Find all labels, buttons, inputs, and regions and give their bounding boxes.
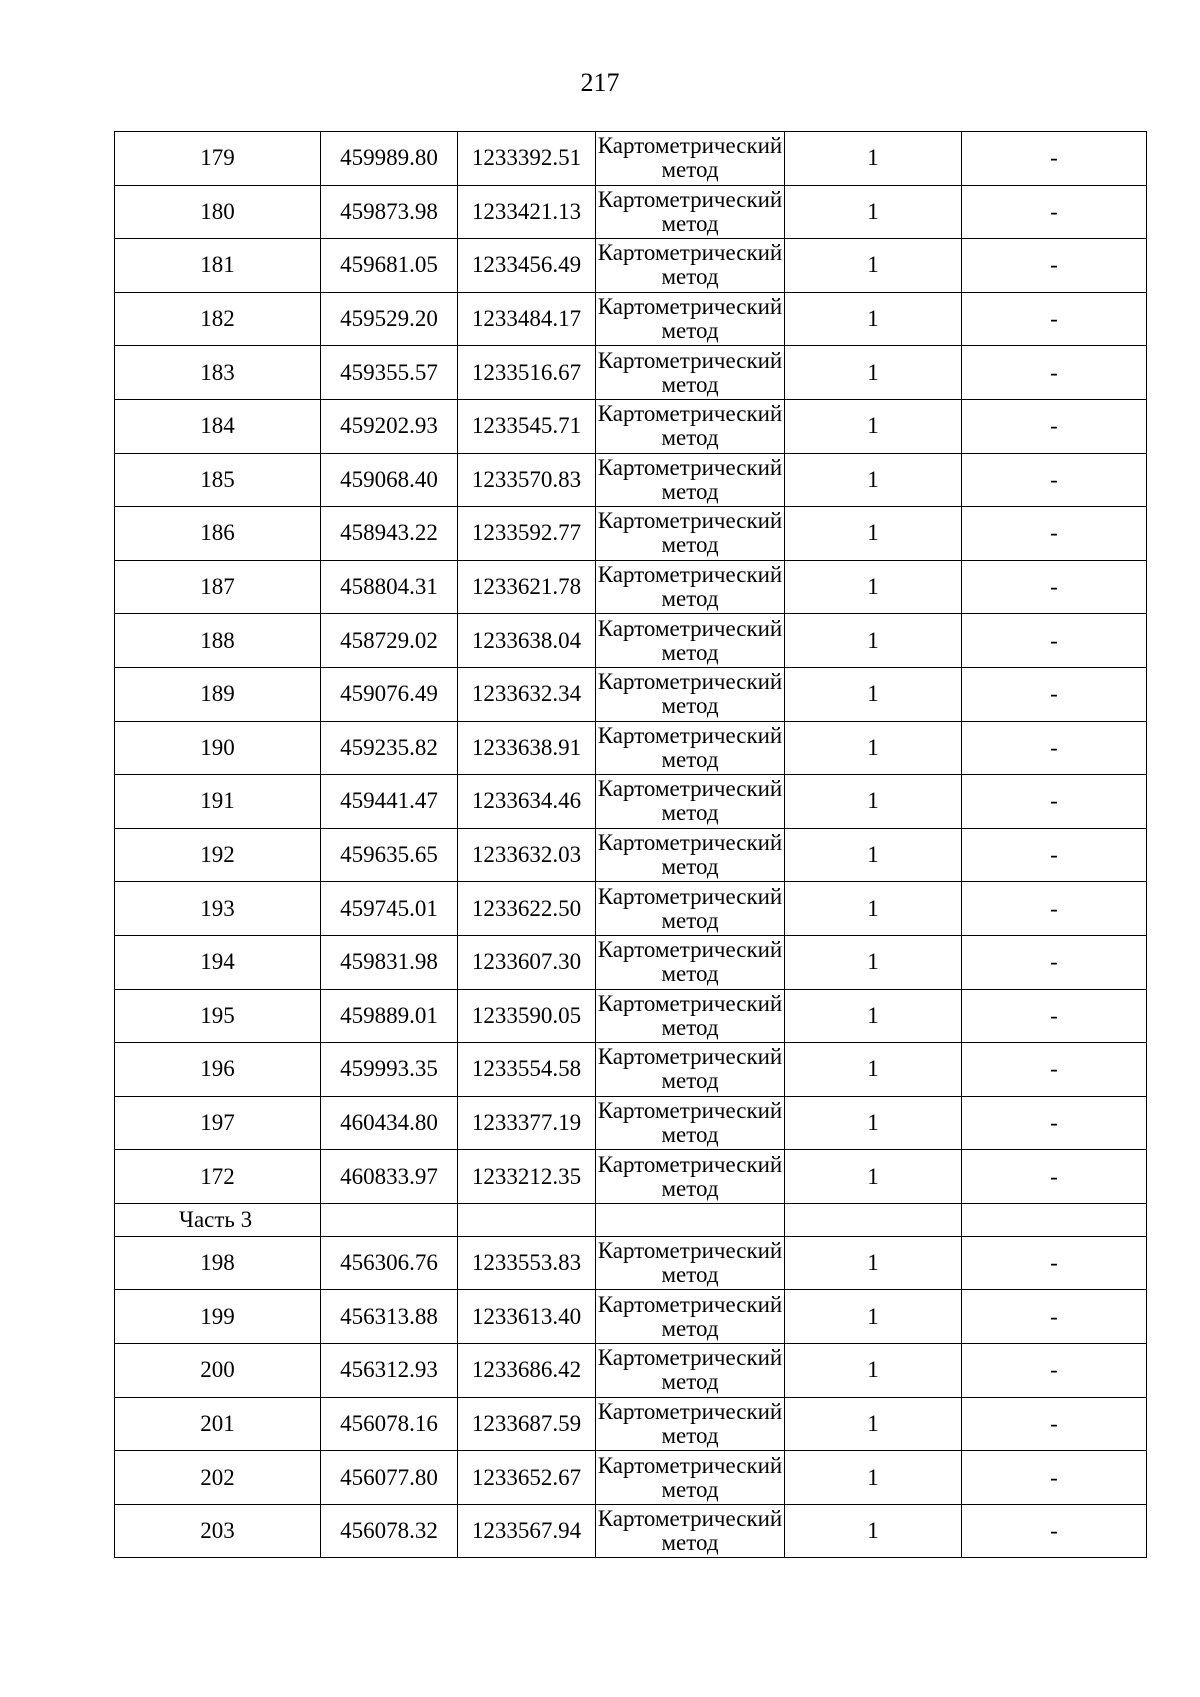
point-number-cell: 199 (115, 1290, 321, 1344)
point-number-cell: 197 (115, 1096, 321, 1150)
accuracy-cell: 1 (785, 989, 962, 1043)
y-coordinate-cell: 1233634.46 (458, 775, 596, 829)
accuracy-cell: 1 (785, 560, 962, 614)
accuracy-cell: 1 (785, 185, 962, 239)
table-cell-empty (962, 1203, 1147, 1236)
method-cell: Картометрический метод (596, 882, 785, 936)
table-row (115, 239, 1147, 293)
accuracy-cell: 1 (785, 399, 962, 453)
accuracy-cell: 1 (785, 1290, 962, 1344)
section-label: Часть 3 (115, 1203, 321, 1236)
x-coordinate-cell: 459235.82 (321, 721, 458, 775)
table-row (115, 292, 1147, 346)
table-row (115, 935, 1147, 989)
x-coordinate-cell: 459635.65 (321, 828, 458, 882)
x-coordinate-cell: 456078.16 (321, 1397, 458, 1451)
accuracy-cell: 1 (785, 614, 962, 668)
x-coordinate-cell: 460434.80 (321, 1096, 458, 1150)
point-number-cell: 189 (115, 667, 321, 721)
method-cell: Картометрический метод (596, 453, 785, 507)
table-row (115, 132, 1147, 186)
method-cell: Картометрический метод (596, 1344, 785, 1398)
method-cell: Картометрический метод (596, 346, 785, 400)
note-cell: - (962, 935, 1147, 989)
y-coordinate-cell: 1233456.49 (458, 239, 596, 293)
point-number-cell: 193 (115, 882, 321, 936)
method-cell: Картометрический метод (596, 185, 785, 239)
table-body-part-a (115, 132, 1147, 1204)
table-row (115, 453, 1147, 507)
method-cell: Картометрический метод (596, 1290, 785, 1344)
coordinates-table (114, 131, 1147, 1558)
method-cell: Картометрический метод (596, 989, 785, 1043)
method-cell: Картометрический метод (596, 1504, 785, 1558)
method-cell: Картометрический метод (596, 399, 785, 453)
y-coordinate-cell: 1233638.04 (458, 614, 596, 668)
accuracy-cell: 1 (785, 1397, 962, 1451)
table-row (115, 989, 1147, 1043)
y-coordinate-cell: 1233638.91 (458, 721, 596, 775)
x-coordinate-cell: 460833.97 (321, 1150, 458, 1204)
accuracy-cell: 1 (785, 667, 962, 721)
accuracy-cell: 1 (785, 1150, 962, 1204)
accuracy-cell: 1 (785, 239, 962, 293)
method-cell: Картометрический метод (596, 1043, 785, 1097)
note-cell: - (962, 828, 1147, 882)
y-coordinate-cell: 1233632.34 (458, 667, 596, 721)
y-coordinate-cell: 1233212.35 (458, 1150, 596, 1204)
method-cell: Картометрический метод (596, 614, 785, 668)
note-cell: - (962, 614, 1147, 668)
x-coordinate-cell: 456078.32 (321, 1504, 458, 1558)
point-number-cell: 185 (115, 453, 321, 507)
y-coordinate-cell: 1233421.13 (458, 185, 596, 239)
x-coordinate-cell: 459355.57 (321, 346, 458, 400)
table-row (115, 614, 1147, 668)
y-coordinate-cell: 1233567.94 (458, 1504, 596, 1558)
point-number-cell: 188 (115, 614, 321, 668)
y-coordinate-cell: 1233687.59 (458, 1397, 596, 1451)
table-row (115, 1236, 1147, 1290)
x-coordinate-cell: 459068.40 (321, 453, 458, 507)
point-number-cell: 180 (115, 185, 321, 239)
note-cell: - (962, 346, 1147, 400)
y-coordinate-cell: 1233377.19 (458, 1096, 596, 1150)
table-row (115, 1150, 1147, 1204)
method-cell: Картометрический метод (596, 292, 785, 346)
point-number-cell: 186 (115, 507, 321, 561)
note-cell: - (962, 453, 1147, 507)
note-cell: - (962, 1397, 1147, 1451)
method-cell: Картометрический метод (596, 667, 785, 721)
x-coordinate-cell: 459889.01 (321, 989, 458, 1043)
note-cell: - (962, 507, 1147, 561)
point-number-cell: 181 (115, 239, 321, 293)
y-coordinate-cell: 1233590.05 (458, 989, 596, 1043)
table-row (115, 828, 1147, 882)
note-cell: - (962, 1043, 1147, 1097)
accuracy-cell: 1 (785, 775, 962, 829)
accuracy-cell: 1 (785, 346, 962, 400)
point-number-cell: 201 (115, 1397, 321, 1451)
y-coordinate-cell: 1233392.51 (458, 132, 596, 186)
note-cell: - (962, 1096, 1147, 1150)
accuracy-cell: 1 (785, 1043, 962, 1097)
point-number-cell: 202 (115, 1451, 321, 1505)
accuracy-cell: 1 (785, 1451, 962, 1505)
table-row (115, 507, 1147, 561)
table-row (115, 185, 1147, 239)
y-coordinate-cell: 1233607.30 (458, 935, 596, 989)
method-cell: Картометрический метод (596, 935, 785, 989)
x-coordinate-cell: 459529.20 (321, 292, 458, 346)
y-coordinate-cell: 1233613.40 (458, 1290, 596, 1344)
table-row (115, 775, 1147, 829)
note-cell: - (962, 1451, 1147, 1505)
note-cell: - (962, 775, 1147, 829)
table-row (115, 1096, 1147, 1150)
note-cell: - (962, 1344, 1147, 1398)
table-row (115, 667, 1147, 721)
x-coordinate-cell: 456312.93 (321, 1344, 458, 1398)
table-cell-empty (458, 1203, 596, 1236)
method-cell: Картометрический метод (596, 1096, 785, 1150)
point-number-cell: 194 (115, 935, 321, 989)
y-coordinate-cell: 1233621.78 (458, 560, 596, 614)
point-number-cell: 195 (115, 989, 321, 1043)
accuracy-cell: 1 (785, 1504, 962, 1558)
method-cell: Картометрический метод (596, 1236, 785, 1290)
table-row (115, 560, 1147, 614)
x-coordinate-cell: 459441.47 (321, 775, 458, 829)
x-coordinate-cell: 459745.01 (321, 882, 458, 936)
accuracy-cell: 1 (785, 828, 962, 882)
method-cell: Картометрический метод (596, 507, 785, 561)
y-coordinate-cell: 1233622.50 (458, 882, 596, 936)
note-cell: - (962, 1504, 1147, 1558)
point-number-cell: 190 (115, 721, 321, 775)
table-row (115, 1290, 1147, 1344)
note-cell: - (962, 132, 1147, 186)
table-cell-empty (785, 1203, 962, 1236)
page-number: 217 (580, 68, 620, 97)
x-coordinate-cell: 459993.35 (321, 1043, 458, 1097)
accuracy-cell: 1 (785, 935, 962, 989)
table-row (115, 399, 1147, 453)
method-cell: Картометрический метод (596, 132, 785, 186)
table-section-part-3 (115, 1203, 1147, 1236)
x-coordinate-cell: 459202.93 (321, 399, 458, 453)
y-coordinate-cell: 1233516.67 (458, 346, 596, 400)
point-number-cell: 179 (115, 132, 321, 186)
accuracy-cell: 1 (785, 882, 962, 936)
x-coordinate-cell: 459873.98 (321, 185, 458, 239)
point-number-cell: 172 (115, 1150, 321, 1204)
table-cell-empty (321, 1203, 458, 1236)
note-cell: - (962, 667, 1147, 721)
accuracy-cell: 1 (785, 132, 962, 186)
point-number-cell: 192 (115, 828, 321, 882)
accuracy-cell: 1 (785, 721, 962, 775)
method-cell: Картометрический метод (596, 239, 785, 293)
note-cell: - (962, 989, 1147, 1043)
x-coordinate-cell: 458729.02 (321, 614, 458, 668)
point-number-cell: 203 (115, 1504, 321, 1558)
method-cell: Картометрический метод (596, 560, 785, 614)
method-cell: Картометрический метод (596, 1451, 785, 1505)
table-row (115, 1451, 1147, 1505)
x-coordinate-cell: 458804.31 (321, 560, 458, 614)
method-cell: Картометрический метод (596, 828, 785, 882)
y-coordinate-cell: 1233554.58 (458, 1043, 596, 1097)
note-cell: - (962, 882, 1147, 936)
method-cell: Картометрический метод (596, 1150, 785, 1204)
point-number-cell: 187 (115, 560, 321, 614)
point-number-cell: 182 (115, 292, 321, 346)
y-coordinate-cell: 1233570.83 (458, 453, 596, 507)
point-number-cell: 184 (115, 399, 321, 453)
method-cell: Картометрический метод (596, 1397, 785, 1451)
x-coordinate-cell: 459681.05 (321, 239, 458, 293)
method-cell: Картометрический метод (596, 721, 785, 775)
section-row (115, 1203, 1147, 1236)
y-coordinate-cell: 1233652.67 (458, 1451, 596, 1505)
table-body-part-b (115, 1236, 1147, 1558)
table-row (115, 1344, 1147, 1398)
note-cell: - (962, 1150, 1147, 1204)
point-number-cell: 198 (115, 1236, 321, 1290)
x-coordinate-cell: 456313.88 (321, 1290, 458, 1344)
x-coordinate-cell: 459989.80 (321, 132, 458, 186)
table-row (115, 721, 1147, 775)
accuracy-cell: 1 (785, 453, 962, 507)
y-coordinate-cell: 1233484.17 (458, 292, 596, 346)
note-cell: - (962, 292, 1147, 346)
note-cell: - (962, 185, 1147, 239)
y-coordinate-cell: 1233592.77 (458, 507, 596, 561)
x-coordinate-cell: 456077.80 (321, 1451, 458, 1505)
x-coordinate-cell: 456306.76 (321, 1236, 458, 1290)
y-coordinate-cell: 1233545.71 (458, 399, 596, 453)
method-cell: Картометрический метод (596, 775, 785, 829)
accuracy-cell: 1 (785, 507, 962, 561)
note-cell: - (962, 1236, 1147, 1290)
accuracy-cell: 1 (785, 1096, 962, 1150)
accuracy-cell: 1 (785, 292, 962, 346)
table-row (115, 1043, 1147, 1097)
table-row (115, 1397, 1147, 1451)
table-cell-empty (596, 1203, 785, 1236)
y-coordinate-cell: 1233632.03 (458, 828, 596, 882)
note-cell: - (962, 560, 1147, 614)
x-coordinate-cell: 458943.22 (321, 507, 458, 561)
note-cell: - (962, 399, 1147, 453)
point-number-cell: 183 (115, 346, 321, 400)
y-coordinate-cell: 1233686.42 (458, 1344, 596, 1398)
table-row (115, 882, 1147, 936)
accuracy-cell: 1 (785, 1344, 962, 1398)
y-coordinate-cell: 1233553.83 (458, 1236, 596, 1290)
point-number-cell: 196 (115, 1043, 321, 1097)
accuracy-cell: 1 (785, 1236, 962, 1290)
x-coordinate-cell: 459076.49 (321, 667, 458, 721)
note-cell: - (962, 239, 1147, 293)
point-number-cell: 200 (115, 1344, 321, 1398)
table-row (115, 1504, 1147, 1558)
x-coordinate-cell: 459831.98 (321, 935, 458, 989)
table-row (115, 346, 1147, 400)
point-number-cell: 191 (115, 775, 321, 829)
note-cell: - (962, 1290, 1147, 1344)
note-cell: - (962, 721, 1147, 775)
